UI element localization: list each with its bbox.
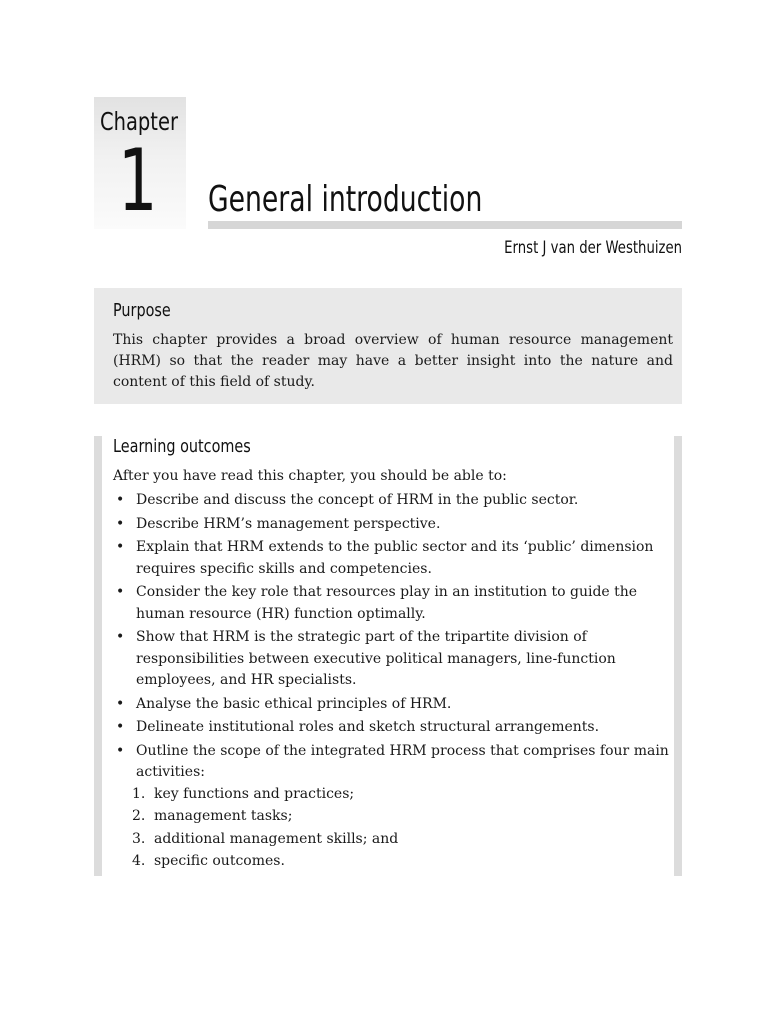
sublist-item xyxy=(132,851,669,873)
list-item xyxy=(113,694,669,716)
chapter-badge xyxy=(94,97,186,229)
list-item-text: Describe HRM’s management perspective. xyxy=(136,515,441,532)
purpose-text: This chapter provides a broad overview of human resource management (HRM) so that the reader may have a better insight into the nature and content of this field of study. xyxy=(113,332,673,390)
list-item-text: Explain that HRM extends to the public sector and its ‘public’ dimension requires specific skills and competencies. xyxy=(136,539,654,577)
sublist-item-text: additional management skills; and xyxy=(154,830,399,847)
list-item-text: Consider the key role that resources play in an institution to guide the human resource (HR) function optimally. xyxy=(136,584,638,622)
sublist-item-text: key functions and practices; xyxy=(154,785,355,802)
numbered-sublist xyxy=(132,784,669,873)
bullet-marker: • xyxy=(116,539,125,555)
purpose-box xyxy=(94,288,682,404)
sublist-number: 4. xyxy=(132,853,146,869)
list-item xyxy=(113,514,669,536)
page-title: General introduction xyxy=(208,179,483,220)
sublist-item xyxy=(132,829,669,851)
outcomes-list xyxy=(113,490,669,875)
bullet-marker: • xyxy=(116,719,125,735)
sublist-item-text: management tasks; xyxy=(154,808,293,824)
list-item xyxy=(113,582,669,625)
list-item xyxy=(113,490,669,512)
sublist-number: 1. xyxy=(132,785,146,802)
list-item-text: Delineate institutional roles and sketch structural arrangements. xyxy=(136,719,600,735)
sublist-number: 2. xyxy=(132,808,146,824)
list-item xyxy=(113,717,669,739)
sublist-item-text: specific outcomes. xyxy=(154,853,285,869)
sublist-item xyxy=(132,806,669,828)
bullet-marker: • xyxy=(116,492,125,508)
sublist-item xyxy=(132,784,669,806)
sublist-number: 3. xyxy=(132,830,146,847)
bullet-marker: • xyxy=(116,742,125,759)
chapter-label: Chapter xyxy=(100,107,178,136)
title-underline xyxy=(208,221,682,229)
bullet-marker: • xyxy=(116,515,125,532)
author-name: Ernst J van der Westhuizen xyxy=(504,238,682,258)
outcomes-intro: After you have read this chapter, you should be able to: xyxy=(113,468,507,484)
list-item-text: Analyse the basic ethical principles of HRM. xyxy=(136,695,452,712)
chapter-number: 1 xyxy=(118,131,158,231)
list-item-text: Describe and discuss the concept of HRM in the public sector. xyxy=(136,492,579,508)
purpose-heading: Purpose xyxy=(113,300,171,321)
list-item-text: Outline the scope of the integrated HRM process that comprises four main activities: xyxy=(136,742,669,780)
bullet-marker: • xyxy=(116,695,125,712)
list-item xyxy=(113,627,669,692)
list-item xyxy=(113,537,669,580)
list-item xyxy=(113,741,669,873)
bullet-marker: • xyxy=(116,584,125,600)
bullet-marker: • xyxy=(116,629,125,645)
outcomes-heading: Learning outcomes xyxy=(113,436,251,457)
list-item-text: Show that HRM is the strategic part of the tripartite division of responsibilities between executive political managers, line-function employees, and HR specialists. xyxy=(136,629,616,688)
learning-outcomes-box xyxy=(94,436,682,876)
